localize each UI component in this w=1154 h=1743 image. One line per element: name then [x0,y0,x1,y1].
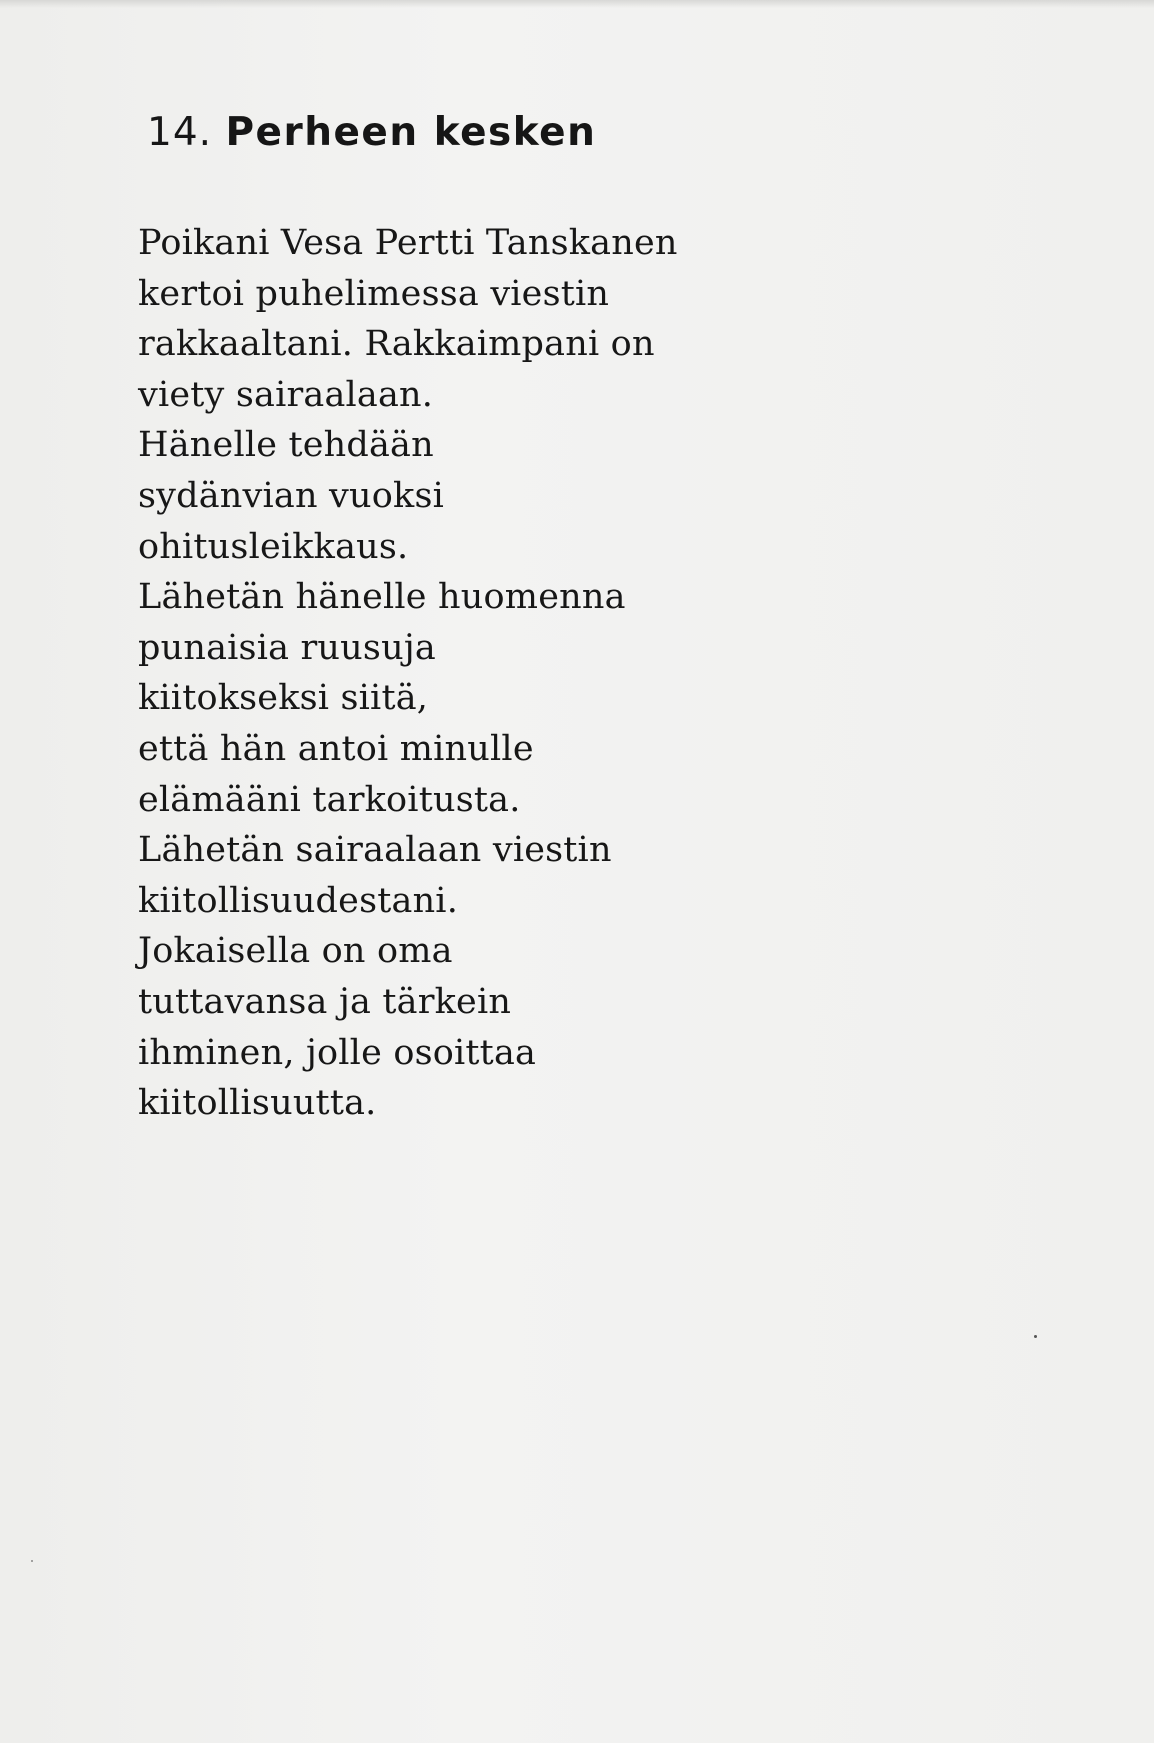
poem-line: tuttavansa ja tärkein [138,981,512,1022]
poem-line: rakkaaltani. Rakkaimpani on [138,324,655,365]
poem-line: kiitokseksi siitä, [138,678,429,719]
poem-body [138,218,838,1129]
poem-line: kiitollisuutta. [138,1083,377,1124]
poem-line: elämääni tarkoitusta. [138,779,521,820]
page-top-edge-shadow [0,0,1154,8]
poem-line: Lähetän hänelle huomenna [138,577,626,618]
poem-line: Lähetän sairaalaan viestin [138,830,612,871]
poem-line: että hän antoi minulle [138,728,534,769]
paper-speck [31,1560,33,1562]
poem-line: Hänelle tehdään [138,425,434,466]
poem-line: sydänvian vuoksi [138,475,444,516]
poem-line: punaisia ruusuja [138,627,436,668]
chapter-title: Perheen kesken [225,110,597,155]
poem-line: Poikani Vesa Pertti Tanskanen [138,223,678,263]
chapter-number: 14. [147,110,213,155]
poem-line: kertoi puhelimessa viestin [138,273,610,314]
chapter-heading [147,110,596,155]
poem-line: Jokaisella on oma [138,931,453,972]
poem-line: ihminen, jolle osoittaa [138,1032,537,1073]
poem-line: kiitollisuudestani. [138,880,459,921]
poem-line: ohitusleikkaus. [138,526,409,567]
poem-line: viety sairaalaan. [138,374,434,415]
paper-speck [1034,1335,1037,1338]
